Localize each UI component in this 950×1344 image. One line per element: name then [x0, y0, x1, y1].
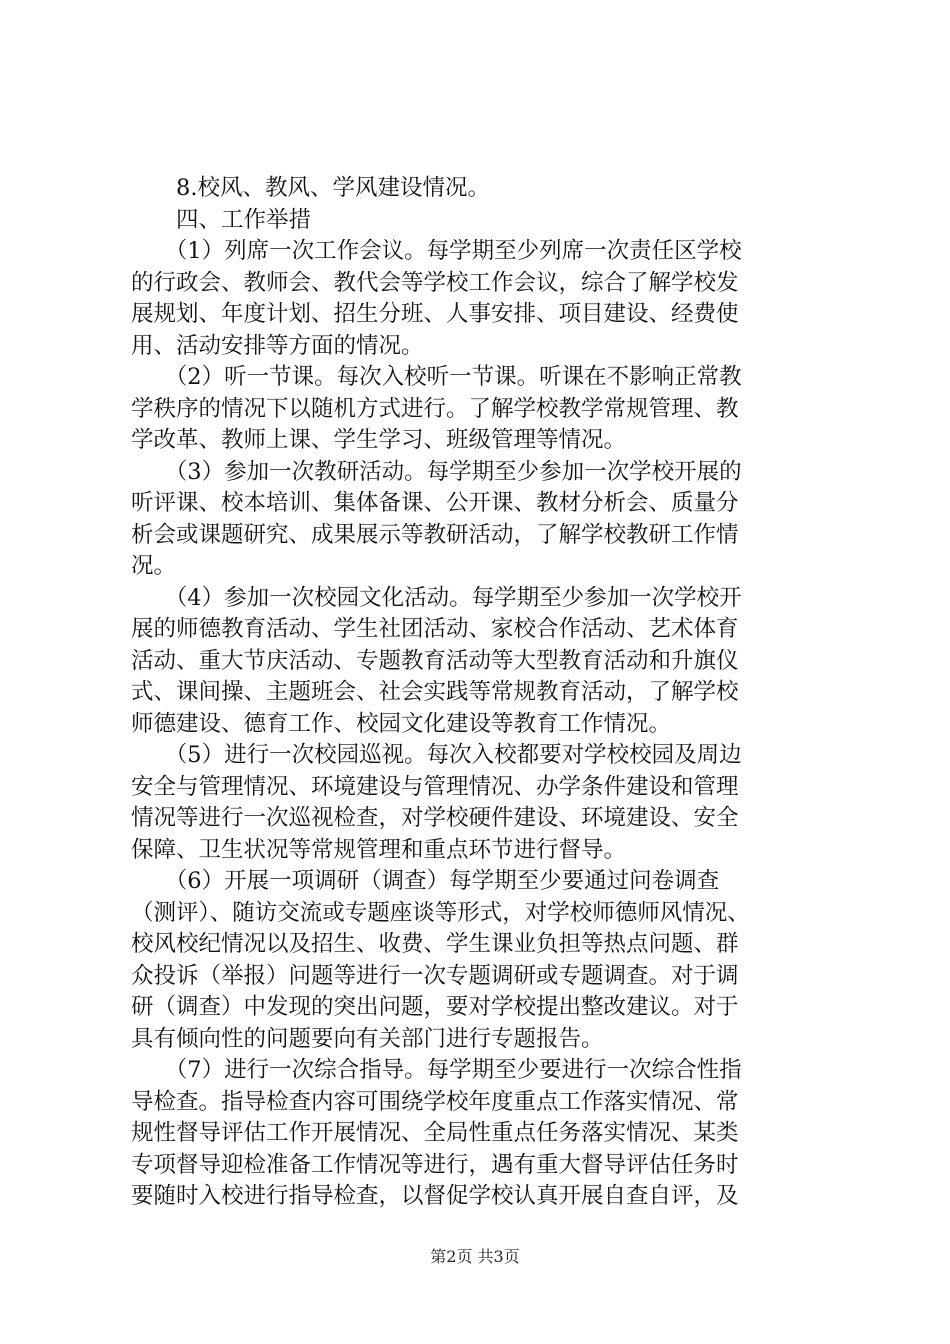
text-line: 情况等进行一次巡视检查，对学校硬件建设、环境建设、安全: [131, 805, 739, 831]
text-line: 析会或课题研究、成果展示等教研活动，了解学校教研工作情: [131, 521, 739, 548]
text-line: 用、活动安排等方面的情况。: [131, 332, 424, 359]
text-line: 活动、重大节庆活动、专题教育活动等大型教育活动和升旗仪: [131, 647, 739, 674]
text-line: 专项督导迎检准备工作情况等进行，遇有重大督导评估任务时: [131, 1151, 739, 1178]
text-line: 规性督导评估工作开展情况、全局性重点任务落实情况、某类: [131, 1120, 739, 1146]
text-line: 具有倾向性的问题要向有关部门进行专题报告。: [131, 1025, 604, 1052]
text-line: （1）列席一次工作会议。每学期至少列席一次责任区学校: [131, 238, 742, 264]
text-line: 众投诉（举报）问题等进行一次专题调研或专题调查。对于调: [131, 962, 739, 989]
document-body: [131, 173, 831, 1213]
text-line: （6）开展一项调研（调查）每学期至少要通过问卷调查: [131, 868, 720, 894]
text-line: （2）听一节课。每次入校听一节课。听课在不影响正常教: [131, 364, 742, 390]
text-line: 8.校风、教风、学风建设情况。: [131, 175, 490, 201]
text-line: （4）参加一次校园文化活动。每学期至少参加一次学校开: [131, 584, 742, 611]
text-line: 学改革、教师上课、学生学习、班级管理等情况。: [131, 427, 627, 453]
text-line: （7）进行一次综合指导。每学期至少要进行一次综合性指: [131, 1057, 742, 1083]
text-line: （5）进行一次校园巡视。每次入校都要对学校校园及周边: [131, 742, 742, 768]
text-line: 保障、卫生状况等常规管理和重点环节进行督导。: [131, 836, 627, 863]
text-line: 校风校纪情况以及招生、收费、学生课业负担等热点问题、群: [131, 931, 739, 957]
text-line: 研（调查）中发现的突出问题，要对学校提出整改建议。对于: [131, 994, 739, 1020]
text-line: 的行政会、教师会、教代会等学校工作会议，综合了解学校发: [131, 269, 739, 296]
text-line: 四、工作举措: [131, 206, 312, 233]
text-line: 导检查。指导检查内容可围绕学校年度重点工作落实情况、常: [131, 1088, 739, 1115]
text-line: 展的师德教育活动、学生社团活动、家校合作活动、艺术体育: [131, 616, 739, 642]
text-line: 学秩序的情况下以随机方式进行。了解学校教学常规管理、教: [131, 395, 739, 422]
text-line: （3）参加一次教研活动。每学期至少参加一次学校开展的: [131, 458, 742, 485]
text-line: 师德建设、德育工作、校园文化建设等教育工作情况。: [131, 710, 672, 737]
text-line: 安全与管理情况、环境建设与管理情况、办学条件建设和管理: [131, 773, 739, 800]
text-line: 展规划、年度计划、招生分班、人事安排、项目建设、经费使: [131, 301, 739, 327]
text-line: 听评课、校本培训、集体备课、公开课、教材分析会、质量分: [131, 490, 739, 516]
text-line: 要随时入校进行指导检查，以督促学校认真开展自查自评，及: [131, 1183, 739, 1209]
text-line: （测评）、随访交流或专题座谈等形式，对学校师德师风情况、: [131, 899, 750, 926]
text-line: 式、课间操、主题班会、社会实践等常规教育活动，了解学校: [131, 679, 739, 705]
text-line: 况。: [131, 553, 177, 579]
page-footer: 第2页 共3页: [430, 1247, 520, 1266]
